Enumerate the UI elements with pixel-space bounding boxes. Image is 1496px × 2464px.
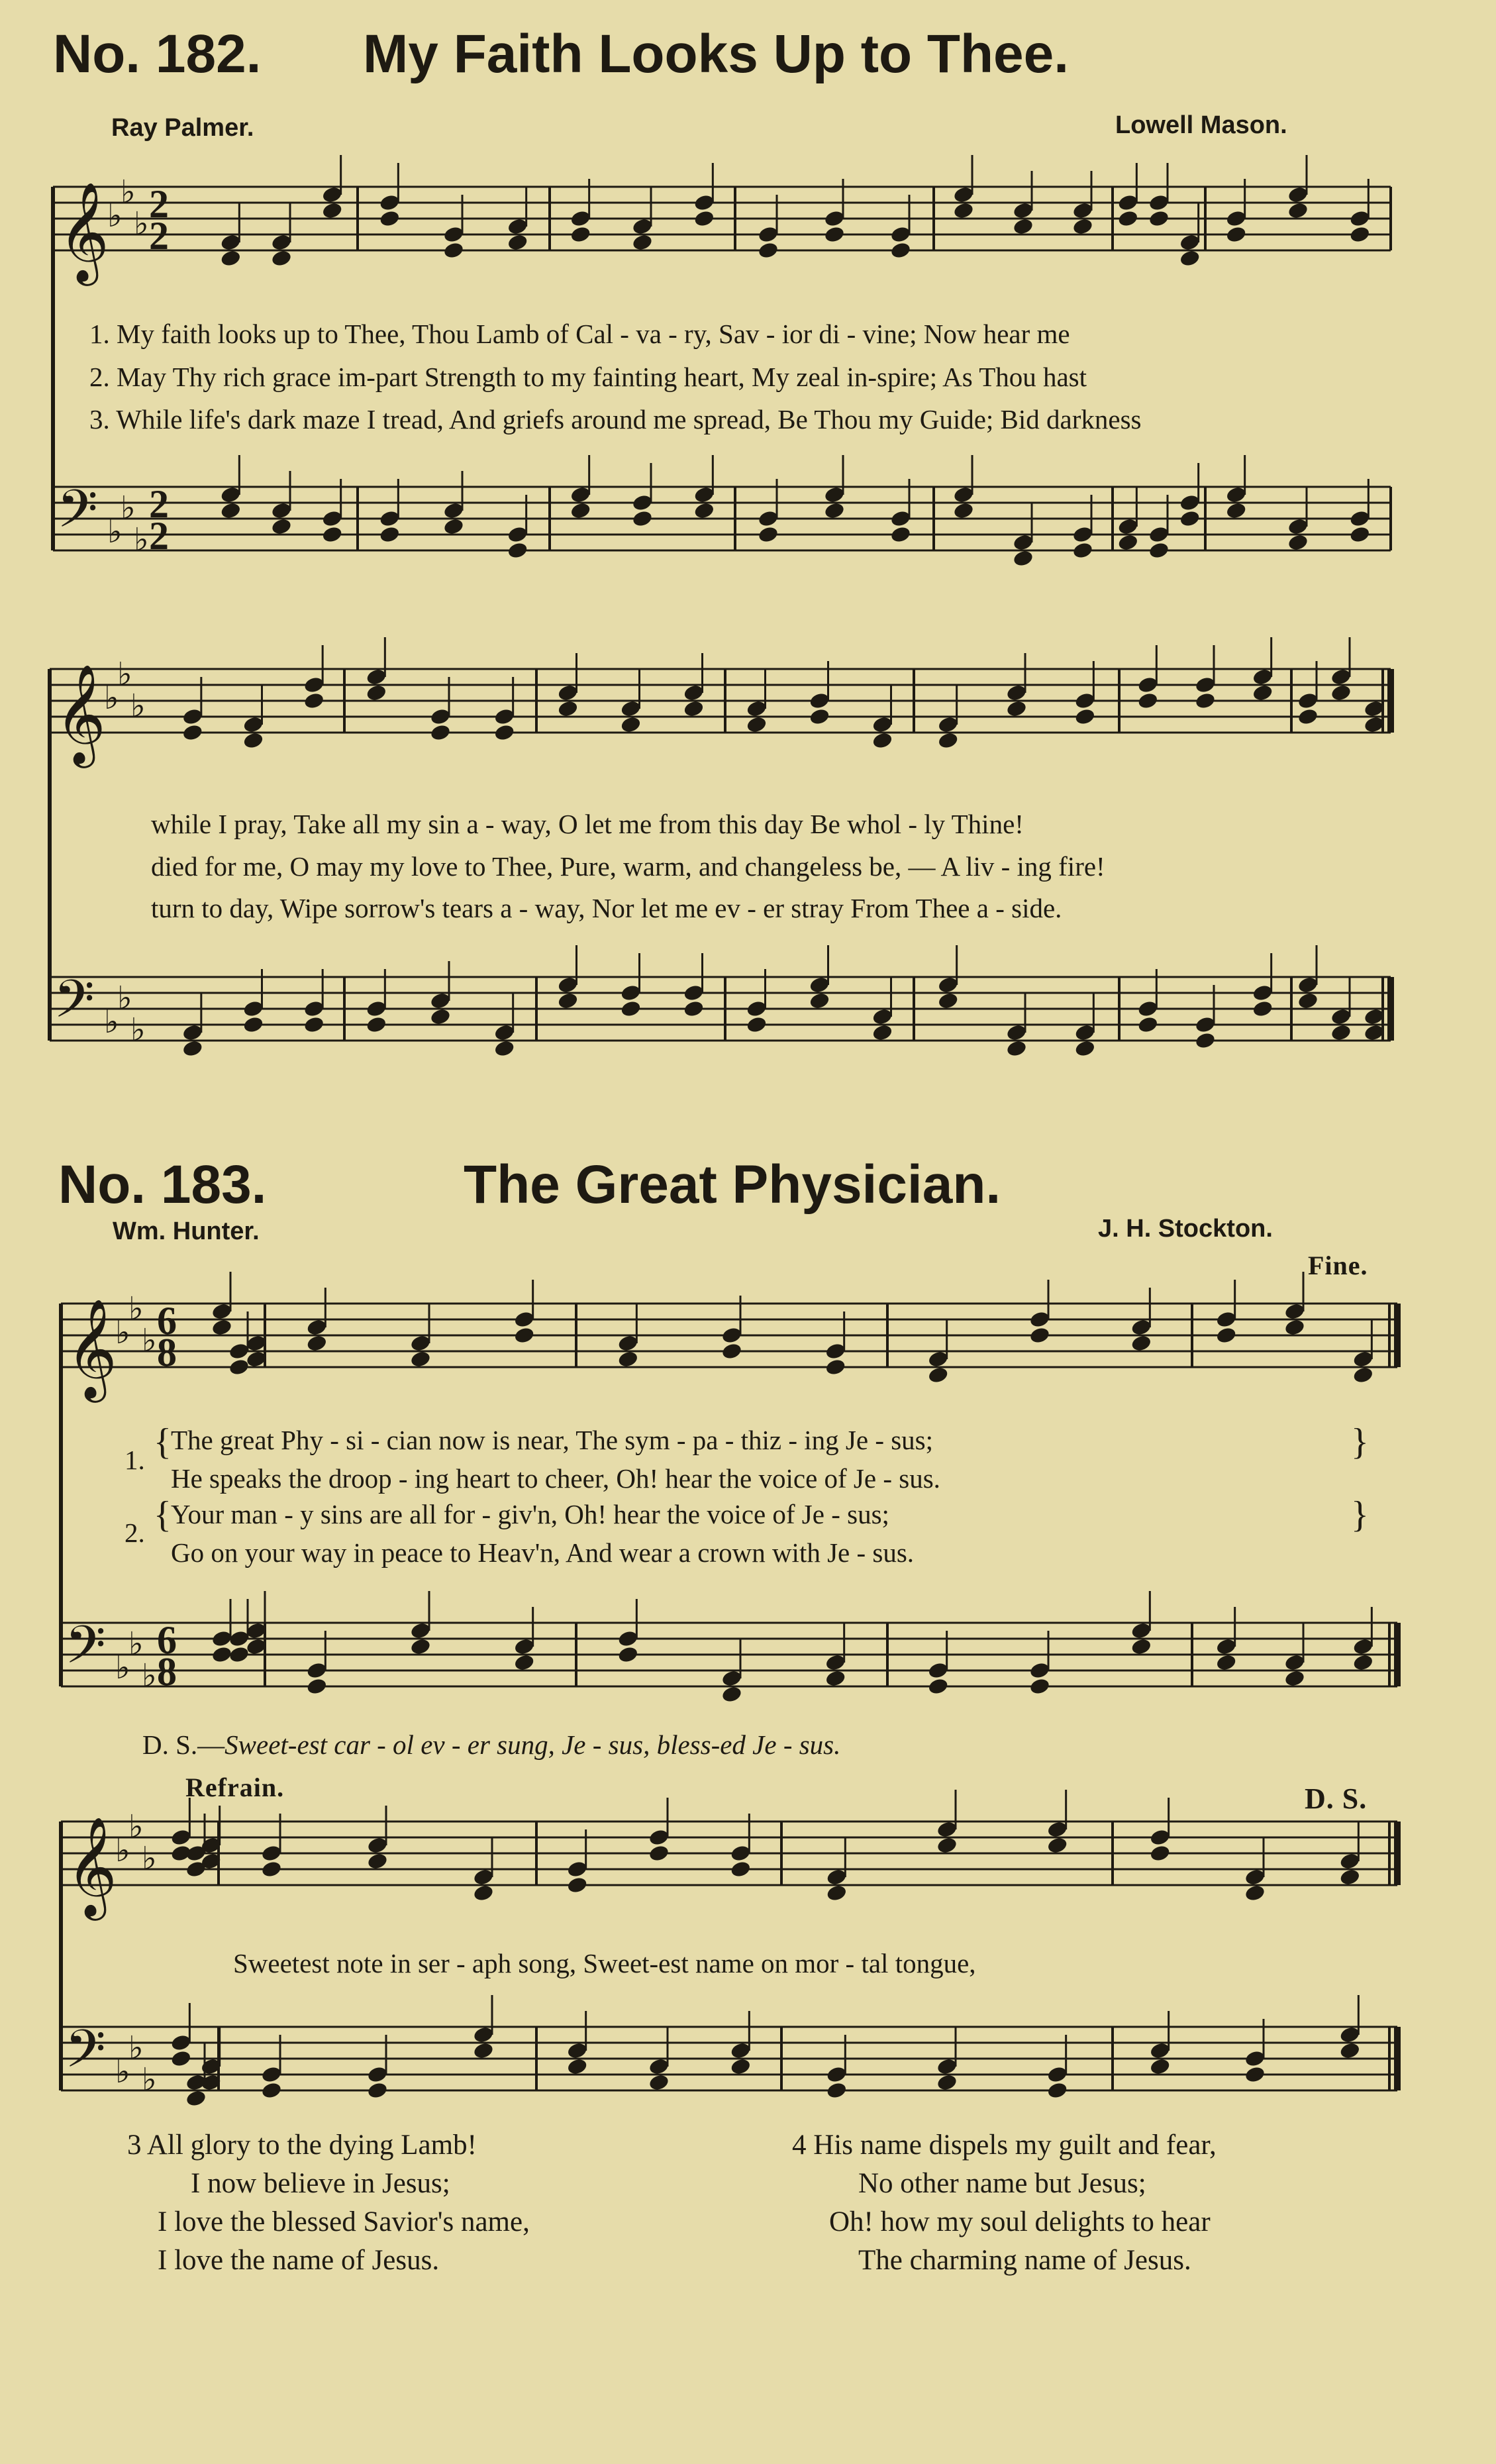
h183-refrain-bass-m2-note-3b [472, 2041, 494, 2060]
refrain-lyric: Sweetest note in ser - aph song, Sweet-est name on mor - tal tongue, [233, 1948, 976, 1978]
hymn-182-title: My Faith Looks Up to Thee. [363, 24, 1070, 84]
h182-sys1-treble-m6-note-3b [1179, 249, 1201, 268]
h182-sys1-treble-key-flat-3: ♭ [134, 205, 149, 242]
h182-sys2-treble-m5-note-3b [1074, 707, 1096, 726]
h183-refrain-bass-m3-note-3b [730, 2057, 752, 2076]
h182-sys1-bass-time-bottom: 2 [149, 514, 169, 558]
stanza-2-line-2: Go on your way in peace to Heav'n, And wear a crown with Je - sus. [171, 1537, 915, 1568]
h183-refrain-bass-m3-note-1b [566, 2057, 588, 2076]
stanza-1-number: 1. [125, 1445, 145, 1475]
h183-sys1-treble-time-top: 6 [157, 1299, 177, 1343]
h183-refrain-treble-m4-note-1b [826, 1884, 848, 1902]
h183-refrain-bass-m5-note-2b [1244, 2065, 1266, 2084]
h182-sys2-bass-m5-note-3b [1074, 1039, 1096, 1058]
h182-sys1-bass-m3-note-1b [570, 501, 591, 520]
h183-refrain-treble-m4-note-2b [936, 1836, 958, 1855]
stanza-1-line-1: The great Phy - si - cian now is near, The sym - pa - thiz - ing Je - sus; [171, 1425, 934, 1455]
h182-sys1-bass-m5-note-3b [1072, 541, 1093, 560]
h183-sys1-bass-time-top: 6 [157, 1618, 177, 1662]
h182-sys1-bass-m1-note-3b [321, 525, 343, 544]
h182-sys1-bass-m4-note-3b [889, 525, 911, 544]
h182-sys2-treble-m6-note-2b [1194, 692, 1216, 710]
h182-sys2-bass-clef: 𝄢 [54, 968, 95, 1043]
hymn-182-verse-1-line-b: while I pray, Take all my sin a - way, O let me from this day Be whol - ly Thine! [151, 809, 1024, 839]
h182-sys1-bass-m2-note-2b [442, 517, 464, 536]
h182-sys1-treble-m2-note-1b [379, 209, 401, 228]
h182-sys1-bass-m6-note-2b [1148, 541, 1170, 560]
h183-sys1-bass-m2-note-1b [306, 1677, 328, 1696]
h182-sys2-bass-key-flat-2: ♭ [117, 980, 132, 1017]
h183-refrain-bass-m4-note-2b [936, 2073, 958, 2092]
hymn-183-author: Wm. Hunter. [113, 1217, 260, 1245]
h183-sys1-treble-m2-note-3b [513, 1326, 535, 1345]
h182-sys1-bass-key-flat-2: ♭ [121, 489, 136, 527]
h183-sys1-bass-m3-note-1b [617, 1645, 639, 1664]
ds-mark: D. S. [1305, 1782, 1368, 1815]
h183-sys1-bass-clef: 𝄢 [65, 1614, 106, 1688]
h183-sys1-bass-m4-note-1b [927, 1677, 949, 1696]
h183-refrain-treble-m2-note-1b [260, 1860, 282, 1878]
h182-sys2-treble-m3-note-1b [557, 699, 579, 718]
h183-refrain-treble-clef: 𝄞 [66, 1816, 117, 1916]
h182-sys1-treble-time-bottom: 2 [149, 214, 169, 258]
h182-sys1-treble-key-flat-1: ♭ [107, 197, 123, 234]
h183-sys1-bass-key-flat-3: ♭ [142, 1657, 157, 1694]
h182-sys1-bass-clef: 𝄢 [57, 478, 98, 552]
h183-sys1-bass-m1-note-2b [228, 1645, 250, 1664]
h182-sys1-treble-m3-note-2b [631, 233, 653, 252]
h182-sys1-bass-key-flat-3: ♭ [134, 521, 149, 558]
h182-sys2-bass-m2-note-1b [366, 1015, 387, 1034]
h182-sys1-treble-m7-note-1b [1225, 225, 1247, 244]
h183-sys1-bass-m5-note-2b [1283, 1669, 1305, 1688]
h182-sys1-bass-m3-note-2b [631, 509, 653, 528]
hymn-182-verse-3-line-a: 3. While life's dark maze I tread, And griefs around me spread, Be Thou my Guide; Bid darkness [89, 404, 1142, 435]
h183-sys1-treble-key-flat-3: ♭ [142, 1322, 157, 1359]
h182-sys1-treble-time-top: 2 [149, 182, 169, 226]
h183-sys1-treble-m2-note-1b [306, 1334, 328, 1353]
verse-3-line-3: I love the blessed Savior's name, [158, 2206, 530, 2237]
h182-sys2-bass-m5-note-1b [937, 992, 959, 1010]
brace-right-2: } [1351, 1494, 1369, 1535]
h182-sys2-treble-key-flat-1: ♭ [104, 680, 119, 717]
refrain-label: Refrain. [185, 1772, 285, 1802]
h182-sys1-bass-m5-note-1b [952, 501, 974, 520]
h182-sys1-treble-m1-note-3b [321, 201, 343, 220]
h183-refrain-treble-m2-note-3b [472, 1884, 494, 1902]
hymn-182-author: Ray Palmer. [111, 114, 254, 142]
h183-refrain-treble-m4-note-3b [1046, 1836, 1068, 1855]
h182-sys2-treble-key-flat-2: ♭ [117, 656, 132, 693]
h182-sys2-bass-m3-note-3b [683, 1000, 705, 1018]
h183-sys1-treble-m2-note-2b [409, 1350, 431, 1368]
h182-sys2-bass-key-flat-3: ♭ [130, 1011, 146, 1049]
h182-sys2-treble-clef: 𝄞 [55, 663, 106, 764]
h183-refrain-bass-key-flat-1: ♭ [115, 2053, 130, 2090]
h182-sys2-treble-m5-note-1b [937, 731, 959, 750]
h182-sys2-treble-m2-note-1b [366, 684, 387, 702]
h182-sys1-treble-m1-note-1b [220, 249, 242, 268]
h182-sys2-treble-m6-note-1b [1137, 692, 1159, 710]
h182-sys2-bass-m2-note-2b [429, 1007, 451, 1026]
hymn-183-title: The Great Physician. [464, 1155, 1001, 1215]
h182-sys2-bass-m1-note-2b [242, 1015, 264, 1034]
ds-text: Sweet-est car - ol ev - er sung, Je - sus, bless-ed Je - sus. [224, 1729, 841, 1760]
h182-sys1-bass-m3-note-3b [693, 501, 715, 520]
h182-sys1-bass-m4-note-2b [823, 501, 845, 520]
h182-sys1-bass-time-top: 2 [149, 482, 169, 526]
verse-4-block [792, 2126, 1217, 2280]
hymn-182-verse-2-line-a: 2. May Thy rich grace im-part Strength to my fainting heart, My zeal in-spire; As Thou hast [89, 362, 1087, 392]
hymn-183-composer: J. H. Stockton. [1098, 1215, 1273, 1243]
h183-sys1-bass-time-bottom: 8 [157, 1650, 177, 1694]
h182-sys2-bass-m5-note-2b [1005, 1039, 1027, 1058]
hymn-182-verse-3-line-b: turn to day, Wipe sorrow's tears a - way, Nor let me ev - er stray From Thee a - side. [151, 893, 1062, 923]
h183-sys1-bass-m1-note-1b [211, 1645, 232, 1664]
h183-refrain-treble-m5-note-3b [1339, 1868, 1361, 1886]
h183-sys1-treble-time-bottom: 8 [157, 1331, 177, 1374]
brace-right-1: } [1351, 1421, 1369, 1463]
h182-sys1-bass-m7-note-1b [1225, 501, 1247, 520]
h183-refrain-bass-m1-note-2b [185, 2089, 207, 2108]
h183-refrain-bass-m5-note-1b [1149, 2057, 1171, 2076]
h182-sys1-treble-m4-note-2b [823, 225, 845, 244]
h182-sys2-treble-m6-note-3b [1252, 684, 1273, 702]
h182-sys1-bass-m7-note-3b [1349, 525, 1371, 544]
h182-sys1-bass-m1-note-1b [220, 501, 242, 520]
h183-sys1-bass-m3-note-2b [721, 1685, 742, 1704]
verse-3-block [127, 2126, 530, 2280]
h182-sys1-bass-m1-note-2b [270, 517, 292, 536]
verse-4-line-2: No other name but Jesus; [858, 2168, 1146, 2199]
h183-sys1-treble-m3-note-2b [721, 1342, 742, 1360]
h183-refrain-bass-clef: 𝄢 [65, 2018, 106, 2092]
h183-refrain-bass-m3-note-2b [648, 2073, 670, 2092]
h182-sys2-treble-key-flat-3: ♭ [130, 688, 146, 725]
h183-refrain-treble-m3-note-1b [566, 1876, 588, 1894]
h183-refrain-treble-m5-note-1b [1149, 1844, 1171, 1863]
h182-sys1-treble-m3-note-1b [570, 225, 591, 244]
h182-sys2-bass-m6-note-1b [1137, 1015, 1159, 1034]
hymn-182-composer: Lowell Mason. [1115, 111, 1287, 139]
h182-sys1-bass-m4-note-1b [757, 525, 779, 544]
h183-sys1-bass-key-flat-2: ♭ [128, 1625, 144, 1663]
h182-sys2-treble-m7-note-1b [1297, 707, 1319, 726]
h183-sys1-treble-m4-note-1b [927, 1366, 949, 1384]
h182-sys2-bass-m4-note-3b [872, 1023, 893, 1042]
stanza-1-line-2: He speaks the droop - ing heart to cheer, Oh! hear the voice of Je - sus. [171, 1463, 940, 1494]
h183-sys1-treble-key-flat-1: ♭ [115, 1314, 130, 1351]
h183-sys1-treble-m5-note-1b [1215, 1326, 1237, 1345]
stanza-2-number: 2. [125, 1517, 145, 1548]
h183-sys1-treble-m4-note-2b [1028, 1326, 1050, 1345]
h183-sys1-bass-m4-note-3b [1130, 1637, 1152, 1656]
h182-sys1-bass-m7-note-2b [1287, 533, 1309, 552]
verse-3-line-2: I now believe in Jesus; [191, 2168, 450, 2199]
h182-sys1-treble-m2-note-3b [507, 233, 528, 252]
h182-sys2-bass-m3-note-1b [557, 992, 579, 1010]
h182-sys2-bass-m1-note-3b [303, 1015, 325, 1034]
h183-sys1-treble-m1-note-1b [211, 1318, 232, 1337]
h183-sys1-treble-m5-note-2b [1283, 1318, 1305, 1337]
h182-sys1-treble-m4-note-1b [757, 241, 779, 260]
h182-sys2-bass-m1-note-1b [181, 1039, 203, 1058]
h182-sys1-bass-m2-note-3b [507, 541, 528, 560]
h182-sys2-treble-m3-note-3b [683, 699, 705, 718]
h182-sys1-bass-m5-note-2b [1012, 549, 1034, 568]
h183-refrain-treble-key-flat-3: ♭ [142, 1840, 157, 1877]
h183-refrain-treble-m5-note-2b [1244, 1884, 1266, 1902]
stanza-2-line-1: Your man - y sins are all for - giv'n, Oh! hear the voice of Je - sus; [171, 1499, 889, 1529]
h182-sys2-treble-m5-note-2b [1005, 699, 1027, 718]
h183-sys1-bass-m5-note-1b [1215, 1653, 1237, 1672]
h183-sys1-treble-m4-note-3b [1130, 1334, 1152, 1353]
h182-sys1-treble-m5-note-3b [1072, 217, 1093, 236]
h183-refrain-treble-m2-note-2b [366, 1852, 388, 1871]
verse-4-line-3: Oh! how my soul delights to hear [829, 2206, 1211, 2237]
h182-sys1-treble-m2-note-2b [442, 241, 464, 260]
hymn-182-verse-1-line-a: 1. My faith looks up to Thee, Thou Lamb of Cal - va - ry, Sav - ior di - vine; Now hear me [89, 319, 1070, 349]
h183-sys1-bass-m2-note-3b [513, 1653, 535, 1672]
h183-sys1-treble-m3-note-1b [617, 1350, 639, 1368]
h182-sys2-treble-m3-note-2b [620, 715, 642, 734]
verse-4-line-4: The charming name of Jesus. [858, 2245, 1191, 2276]
h182-sys2-bass-m6-note-2b [1194, 1031, 1216, 1050]
h183-refrain-bass-m5-note-3b [1339, 2041, 1361, 2060]
h182-sys2-bass-key-flat-1: ♭ [104, 1003, 119, 1041]
h183-sys1-treble-m1-note-2b [228, 1358, 250, 1376]
ds-label: D. S.— [142, 1729, 225, 1760]
h182-sys2-treble-m1-note-1b [181, 723, 203, 742]
h182-sys2-treble-m2-note-2b [429, 723, 451, 742]
h182-sys1-treble-m7-note-2b [1287, 201, 1309, 220]
h182-sys1-treble-m4-note-3b [889, 241, 911, 260]
h183-sys1-bass-m2-note-2b [409, 1637, 431, 1656]
verse-4-line-1: 4 His name dispels my guilt and fear, [792, 2130, 1217, 2161]
h183-refrain-bass-key-flat-3: ♭ [142, 2061, 157, 2098]
verse-3-line-1: 3 All glory to the dying Lamb! [127, 2130, 477, 2161]
h182-sys2-bass-m7-note-2b [1330, 1023, 1352, 1042]
h182-sys2-treble-m4-note-3b [872, 731, 893, 750]
h183-sys1-treble-clef: 𝄞 [66, 1298, 117, 1398]
h183-refrain-treble-key-flat-1: ♭ [115, 1832, 130, 1869]
h183-refrain-bass-m4-note-1b [826, 2081, 848, 2100]
h182-sys2-bass-m3-note-2b [620, 1000, 642, 1018]
h182-sys2-treble-m4-note-2b [809, 707, 830, 726]
h183-sys1-bass-m5-note-3b [1352, 1653, 1374, 1672]
h183-refrain-bass-m2-note-2b [366, 2081, 388, 2100]
h182-sys2-bass-m4-note-2b [809, 992, 830, 1010]
h183-refrain-treble-m3-note-3b [730, 1860, 752, 1878]
hymn-183-number: No. 183. [58, 1155, 267, 1215]
h183-refrain-bass-m2-note-1b [260, 2081, 282, 2100]
h182-sys1-treble-m5-note-2b [1012, 217, 1034, 236]
h182-sys1-bass-m2-note-1b [379, 525, 401, 544]
h183-refrain-treble-key-flat-2: ♭ [128, 1808, 144, 1845]
h182-sys1-treble-clef: 𝄞 [58, 181, 109, 282]
h182-sys2-treble-m1-note-2b [242, 731, 264, 750]
h182-sys2-bass-m2-note-3b [493, 1039, 515, 1058]
h183-refrain-bass-m4-note-3b [1046, 2081, 1068, 2100]
h182-sys1-treble-key-flat-2: ♭ [121, 174, 136, 211]
h182-sys1-treble-m6-note-2b [1148, 209, 1170, 228]
h182-sys2-bass-m6-note-3b [1252, 1000, 1273, 1018]
h183-sys1-treble-key-flat-2: ♭ [128, 1290, 144, 1327]
h182-sys2-treble-m1-note-3b [303, 692, 325, 710]
h182-sys2-bass-m7-note-1b [1297, 992, 1319, 1010]
fine-marking: Fine. [1308, 1251, 1368, 1280]
h182-sys1-treble-m1-note-2b [270, 249, 292, 268]
h182-sys2-bass-m4-note-1b [746, 1015, 768, 1034]
verse-3-line-4: I love the name of Jesus. [158, 2245, 440, 2276]
h183-refrain-treble-m3-note-2b [648, 1844, 670, 1863]
brace-left-2: { [154, 1494, 172, 1535]
ds-line [142, 1729, 840, 1761]
h182-sys1-bass-m6-note-1b [1117, 533, 1139, 552]
h182-sys1-treble-m6-note-1b [1117, 209, 1139, 228]
h182-sys1-treble-m5-note-1b [952, 201, 974, 220]
h183-refrain-bass-key-flat-2: ♭ [128, 2029, 144, 2067]
h182-sys1-bass-key-flat-1: ♭ [107, 513, 123, 550]
brace-left-1: { [154, 1421, 172, 1463]
h182-sys2-treble-m7-note-2b [1330, 684, 1352, 702]
h183-refrain-bass-m1-note-1b [170, 2049, 192, 2068]
h182-sys2-treble-m4-note-1b [746, 715, 768, 734]
h182-sys1-treble-m3-note-3b [693, 209, 715, 228]
hymn-182-verse-2-line-b: died for me, O may my love to Thee, Pure, warm, and changeless be, — A liv - ing fire! [151, 851, 1105, 882]
h182-sys1-bass-m6-note-3b [1179, 509, 1201, 528]
h183-sys1-treble-m5-note-3b [1352, 1366, 1374, 1384]
h183-sys1-bass-m3-note-3b [824, 1669, 846, 1688]
h183-sys1-bass-key-flat-1: ♭ [115, 1649, 130, 1686]
h183-sys1-treble-m3-note-3b [824, 1358, 846, 1376]
h183-sys1-bass-m4-note-2b [1028, 1677, 1050, 1696]
hymn-182-number: No. 182. [53, 24, 262, 84]
h182-sys2-treble-m2-note-3b [493, 723, 515, 742]
h182-sys1-treble-m7-note-3b [1349, 225, 1371, 244]
